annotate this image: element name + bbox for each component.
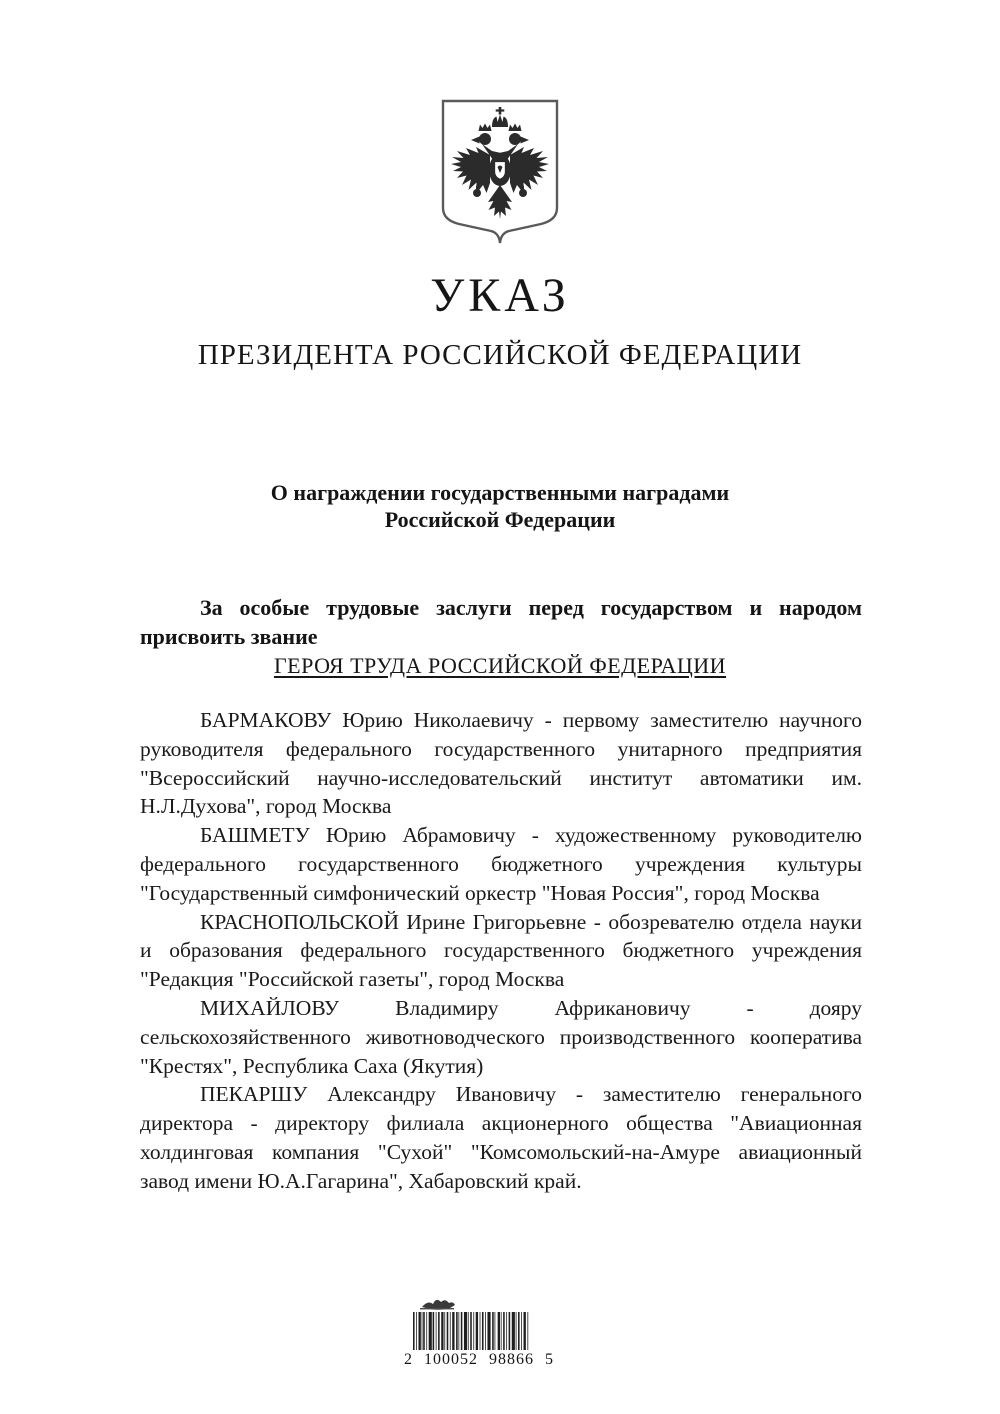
decree-issuer: ПРЕЗИДЕНТА РОССИЙСКОЙ ФЕДЕРАЦИИ [197, 339, 803, 371]
subject-line-1: О награждении государственными наградами [270, 480, 730, 505]
barcode [404, 1296, 554, 1369]
barcode-bars [413, 1312, 529, 1350]
award-title-heading: ГЕРОЯ ТРУДА РОССИЙСКОЙ ФЕДЕРАЦИИ [273, 653, 727, 678]
decree-subject [0, 479, 1000, 533]
recipient-paragraph: БАШМЕТУ Юрию Абрамовичу - художественному руководителю федерального государственного бюджетного учреждения культуры "Государственный симфонический оркестр "Новая Россия", город Москва [140, 823, 862, 905]
recipients-list [140, 706, 862, 1196]
decree-title: УКАЗ [430, 269, 570, 322]
recipient-paragraph: БАРМАКОВУ Юрию Николаевичу - первому заместителю научного руководителя федерального государственного унитарного предприятия "Всероссийский научно-исследовательский институт автоматики им. Н.Л.Духова", город Москва [140, 708, 862, 819]
recipient-paragraph: МИХАЙЛОВУ Владимиру Африкановичу - дояру сельскохозяйственного животноводческого производственного кооператива "Крестях", Республика Саха (Якутия) [140, 995, 862, 1078]
barcode-digits: 2 100052 98866 5 [404, 1351, 554, 1368]
coat-of-arms-icon [439, 95, 561, 253]
subject-line-2: Российской Федерации [384, 507, 616, 532]
recipient-paragraph: ПЕКАРШУ Александру Ивановичу - заместителю генерального директора - директору филиала акционерного общества "Авиационная холдинговая компания "Сухой" "Комсомольский-на-Амуре авиационный завод имени Ю.А.Гагарина", Хабаровский край. [140, 1082, 862, 1193]
recipient-paragraph: КРАСНОПОЛЬСКОЙ Ирине Григорьевне - обозревателю отдела науки и образования федерального государственного бюджетного учреждения "Редакция "Российской газеты", город Москва [140, 909, 862, 992]
preamble-paragraph: За особые трудовые заслуги перед государством и народом присвоить звание [140, 595, 862, 649]
barcode-emblem-icon [418, 1296, 460, 1312]
